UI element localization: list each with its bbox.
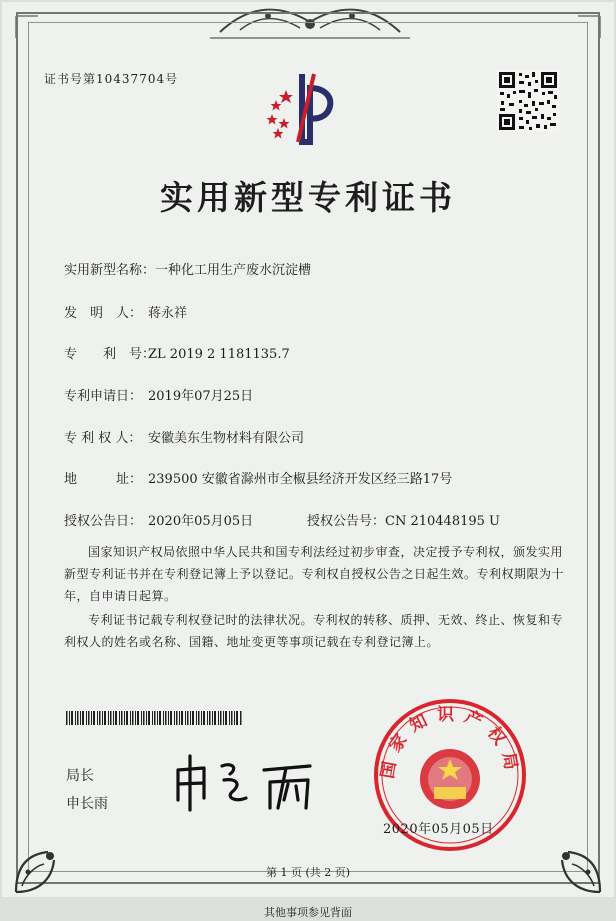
certificate-number <box>44 70 178 87</box>
field-value: CN 210448195 U <box>385 514 500 529</box>
body-paragraph-2: 专利证书记载专利权登记时的法律状况。专利权的转移、质押、无效、终止、恢复和专利权人的姓名或名称、国籍、地址变更等事项记载在专利登记簿上。 <box>64 613 564 649</box>
corner-ornament-bottom-left <box>8 826 82 900</box>
authorization-announcement-date <box>64 510 253 529</box>
field-address <box>64 468 452 487</box>
cnipa-logo-icon <box>258 68 358 148</box>
body-paragraph-1: 国家知识产权局依照中华人民共和国专利法经过初步审查，决定授予专利权，颁发实用新型专利证书并在专利登记簿上予以登记。专利权自授权公告之日起生效。专利权期限为十年，自申请日起算。 <box>64 545 565 603</box>
field-inventor <box>64 302 187 321</box>
corner-ornament-bottom-right <box>534 826 608 900</box>
field-application-date <box>64 385 253 404</box>
field-value: 2020年05月05日 <box>148 514 254 529</box>
director-name: 申长雨 <box>66 796 108 812</box>
field-label: 实用新型名称： <box>64 263 156 278</box>
footer-note: 其他事项参见背面 <box>264 906 352 919</box>
field-value: 蒋永祥 <box>148 306 188 321</box>
field-patentee <box>64 427 304 446</box>
field-value: 一种化工用生产废水沉淀槽 <box>155 263 312 278</box>
authorization-announcement-number <box>307 510 500 529</box>
certificate-number-value: 10437704 <box>96 72 166 86</box>
field-label: 专 利 权 人： <box>64 431 142 446</box>
qr-code <box>497 70 559 132</box>
certificate-number-label: 证书号第 <box>44 72 97 86</box>
certificate-number-suffix: 号 <box>165 72 179 86</box>
barcode <box>66 711 242 725</box>
field-label: 授权公告号： <box>307 514 386 529</box>
field-value: 2019年07月25日 <box>148 389 254 404</box>
seal-date: 2020年05月05日 <box>383 822 494 837</box>
field-patent-number <box>64 343 290 362</box>
handwritten-signature <box>160 748 340 818</box>
field-label: 发 明 人： <box>64 306 143 321</box>
field-label: 专利申请日： <box>64 389 143 404</box>
field-label: 专 利 号： <box>64 347 156 362</box>
field-label: 地 址： <box>64 472 143 487</box>
field-value: 安徽美东生物材料有限公司 <box>148 431 305 446</box>
seal-text: 国家知识产权局 <box>377 705 523 781</box>
field-label: 授权公告日： <box>64 514 143 529</box>
certificate-title: 实用新型专利证书 <box>160 178 456 217</box>
field-value: 239500 安徽省滁州市全椒县经济开发区经三路17号 <box>148 472 453 487</box>
director-title: 局长 <box>66 768 94 784</box>
field-utility-model-name <box>64 259 311 278</box>
field-value: ZL 2019 2 1181135.7 <box>148 347 290 362</box>
page-number: 第 1 页 (共 2 页) <box>265 866 351 879</box>
